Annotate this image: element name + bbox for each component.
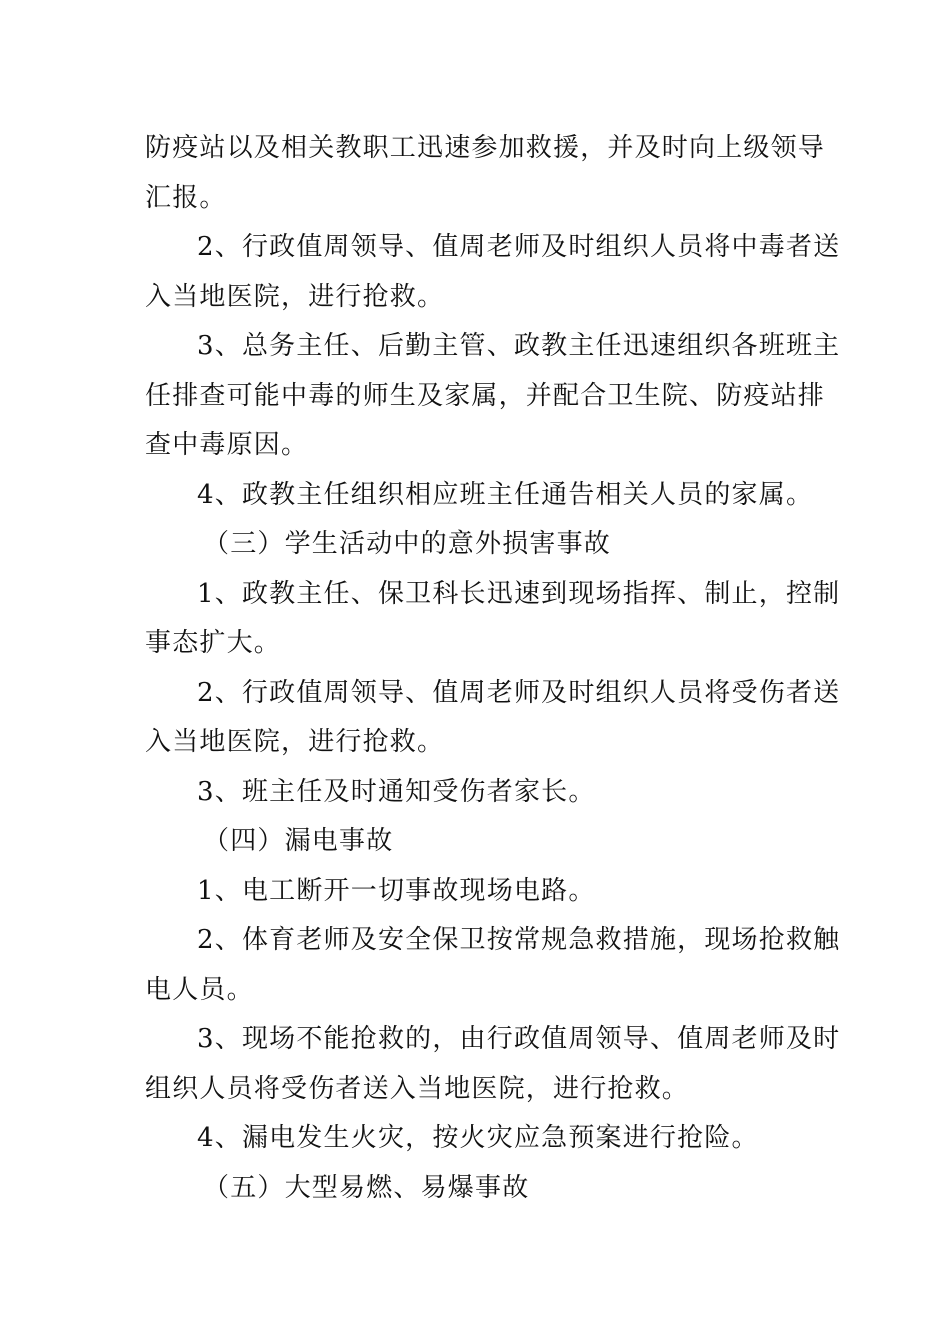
paragraph-line: 电人员。 [145,974,254,1005]
paragraph-line: 组织人员将受伤者送入当地医院，进行抢救。 [145,1073,690,1104]
paragraph-line: 查中毒原因。 [145,430,309,460]
document-body [145,124,841,1213]
paragraph-line: 2、行政值周领导、值周老师及时组织人员将中毒者送 [197,232,841,262]
paragraph-line: 1、政教主任、保卫科长迅速到现场指挥、制止，控制 [197,578,841,609]
paragraph-line: 2、行政值周领导、值周老师及时组织人员将受伤者送 [197,677,841,708]
section-heading: （三）学生活动中的意外损害事故 [203,529,612,559]
paragraph-line: 3、总务主任、后勤主管、政教主任迅速组织各班班主 [197,331,841,361]
paragraph-line: 1、电工断开一切事故现场电路。 [197,875,596,906]
paragraph-line: 任排查可能中毒的师生及家属，并配合卫生院、防疫站排 [145,380,826,411]
paragraph-line: 3、班主任及时通知受伤者家长。 [197,776,596,807]
paragraph-line: 事态扩大。 [145,628,282,658]
paragraph-line: 入当地医院，进行抢救。 [145,727,445,757]
paragraph-line: 4、漏电发生火灾，按火灾应急预案进行抢险。 [197,1123,759,1153]
section-heading: （五）大型易燃、易爆事故 [203,1172,530,1203]
paragraph-line: 汇报。 [145,182,227,213]
paragraph-line: 4、政教主任组织相应班主任通告相关人员的家属。 [197,479,814,510]
paragraph-line: 2、体育老师及安全保卫按常规急救措施，现场抢救触 [197,925,841,955]
paragraph-line: 3、现场不能抢救的，由行政值周领导、值周老师及时 [197,1024,841,1054]
paragraph-line: 防疫站以及相关教职工迅速参加救援，并及时向上级领导 [145,133,826,163]
paragraph-line: 入当地医院，进行抢救。 [145,281,445,312]
section-heading: （四）漏电事故 [203,826,394,856]
